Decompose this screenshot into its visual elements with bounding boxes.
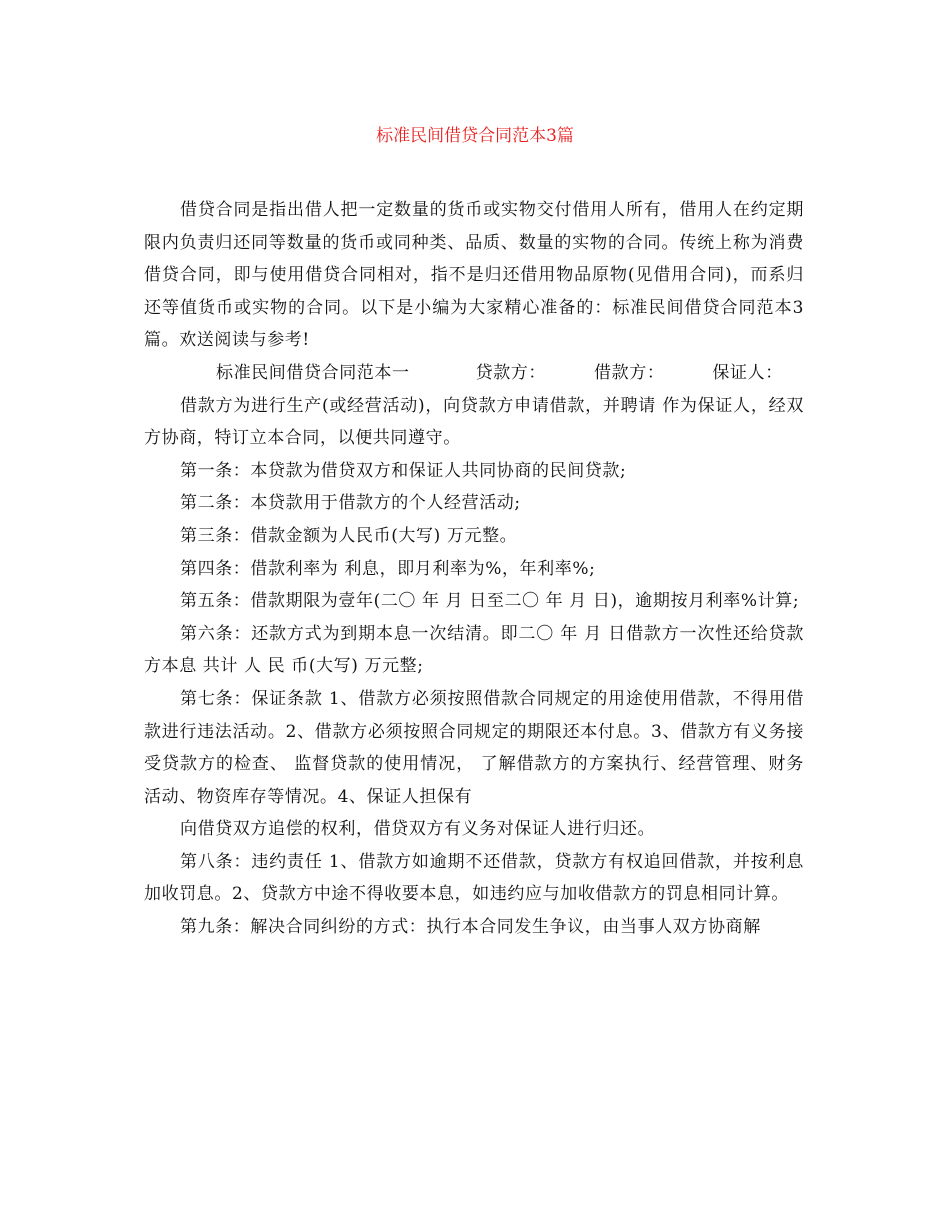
article-1: 第一条：本贷款为借贷双方和保证人共同协商的民间贷款; bbox=[180, 460, 627, 481]
article-6: 第六条：还款方式为到期本息一次结清。即二〇 年 月 日借款方一次性还给贷款方本息 共计 人 民 币(大写) 万元整; bbox=[144, 623, 804, 677]
article-5: 第五条：借款期限为壹年(二〇 年 月 日至二〇 年 月 日)，逾期按月利率%计算; bbox=[180, 591, 800, 612]
purpose-paragraph: 借款方为进行生产(或经营活动)，向贷款方申请借款，并聘请 作为保证人，经双方协商，特订立本合同，以便共同遵守。 bbox=[144, 395, 804, 449]
article-9: 第九条：解决合同纠纷的方式：执行本合同发生争议，由当事人双方协商解 bbox=[180, 917, 761, 938]
guarantor-label: 保证人： bbox=[712, 362, 783, 383]
article-7-continued: 向借贷双方追偿的权利，借贷双方有义务对保证人进行归还。 bbox=[180, 819, 656, 840]
article-7: 第七条：保证条款 1、借款方必须按照借款合同规定的用途使用借款，不得用借款进行违法活动。2、借款方必须按照合同规定的期限还本付息。3、借款方有义务接受贷款方的检查、 监督贷款的使用情况， 了解借款方的方案执行、经营管理、财务活动、物资库存等情况。4、保证人担保有 bbox=[144, 688, 804, 807]
article-3: 第三条：借款金额为人民币(大写) 万元整。 bbox=[180, 525, 518, 546]
intro-paragraph: 借贷合同是指出借人把一定数量的货币或实物交付借用人所有，借用人在约定期限内负责归还同等数量的货币或同种类、品质、数量的实物的合同。传统上称为消费借贷合同，即与使用借贷合同相对，指不是归还借用物品原物(见借用合同)，而系归还等值货币或实物的合同。以下是小编为大家精心准备的：标准民间借贷合同范本3篇。欢送阅读与参考! bbox=[144, 200, 804, 351]
document-body bbox=[144, 194, 804, 944]
section-name: 标准民间借贷合同范本一 bbox=[216, 362, 410, 383]
article-8: 第八条：违约责任 1、借款方如逾期不还借款，贷款方有权追回借款，并按利息加收罚息。2、贷款方中途不得收要本息，如违约应与加收借款方的罚息相同计算。 bbox=[144, 851, 804, 905]
article-2: 第二条：本贷款用于借款方的个人经营活动; bbox=[180, 493, 521, 514]
lender-label: 贷款方： bbox=[475, 362, 547, 383]
article-4: 第四条：借款利率为 利息，即月利率为%，年利率%; bbox=[180, 558, 596, 579]
borrower-label: 借款方： bbox=[594, 362, 665, 383]
document-title: 标准民间借贷合同范本3篇 bbox=[376, 126, 574, 146]
section-header bbox=[144, 357, 804, 390]
